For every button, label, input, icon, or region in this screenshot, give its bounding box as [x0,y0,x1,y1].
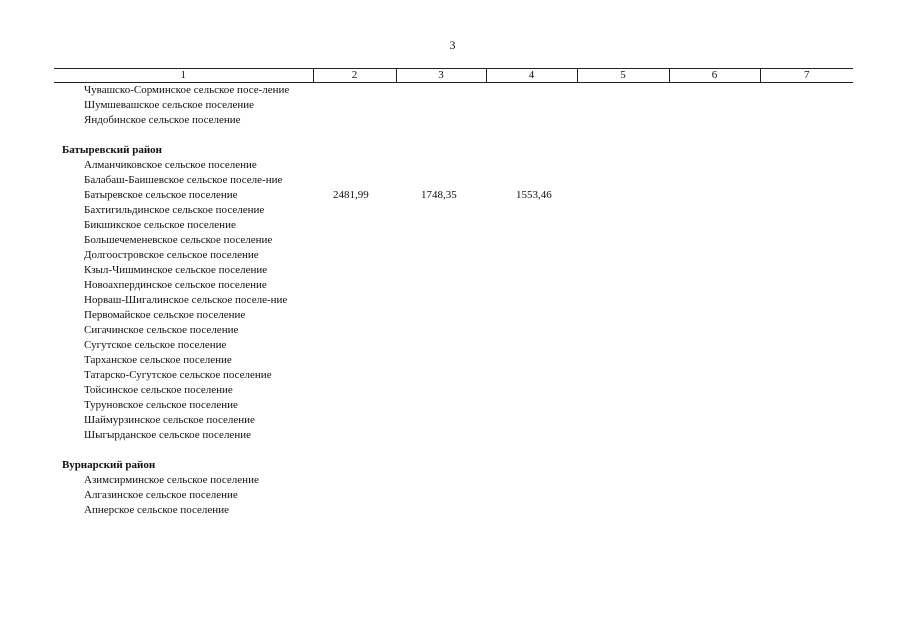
page-number: 3 [449,38,456,52]
value-cell [760,413,853,428]
value-cell [577,503,669,518]
table-row [54,158,853,173]
value-cell [760,398,853,413]
settlement-name [54,383,313,398]
settlement-name [54,218,313,233]
settlement-name [54,83,313,99]
value-cell [313,113,396,128]
value-cell [760,158,853,173]
value-cell [396,83,486,99]
value-cell [577,173,669,188]
settlement-name [54,263,313,278]
value-cell [396,203,486,218]
value-cell [760,113,853,128]
value-cell [577,278,669,293]
column-header: 1 [54,69,313,83]
value-cell [669,233,760,248]
value-cell [760,368,853,383]
spacer-row [54,128,853,143]
cell-text: Сугутское сельское поселение [84,339,227,351]
value-cell [486,338,577,353]
value-cell [577,458,669,473]
value-cell [669,98,760,113]
settlement-name [54,398,313,413]
value-cell [760,263,853,278]
value-cell [669,188,760,203]
value-cell [669,278,760,293]
table-row [54,278,853,293]
table-row [54,218,853,233]
value-cell [396,98,486,113]
value-cell [396,233,486,248]
value-cell [669,398,760,413]
spacer-cell [54,128,853,143]
value-cell [760,458,853,473]
value-cell [760,293,853,308]
value-cell [760,203,853,218]
value-cell [669,263,760,278]
value-cell [577,113,669,128]
value-cell [577,203,669,218]
spacer-cell [54,443,853,458]
table-row [54,248,853,263]
settlement-name [54,308,313,323]
value-cell [396,218,486,233]
settlement-name [54,113,313,128]
value-cell [669,113,760,128]
table-row [54,323,853,338]
value-cell [669,503,760,518]
value-cell [577,353,669,368]
table-row [54,188,853,203]
column-header: 6 [669,69,760,83]
column-header: 5 [577,69,669,83]
value-cell [313,413,396,428]
value-cell [396,353,486,368]
value-cell [313,503,396,518]
value-cell [396,473,486,488]
value-cell [577,218,669,233]
value-cell [396,458,486,473]
cell-text: Бикшикское сельское поселение [84,219,236,231]
table-row [54,98,853,113]
cell-text: Апнерское сельское поселение [84,504,229,516]
value-cell [577,398,669,413]
value-cell [577,368,669,383]
settlement-name [54,353,313,368]
district-row [54,458,853,473]
value-cell [313,353,396,368]
value-cell [313,488,396,503]
table-row [54,488,853,503]
value-cell [577,248,669,263]
value-cell [486,383,577,398]
value-cell [760,503,853,518]
cell-text: Чувашско-Сорминское сельское посе-ление [84,84,290,96]
cell-text: Норваш-Шигалинское сельское поселе-ние [84,294,288,306]
value-cell [577,383,669,398]
table-row [54,293,853,308]
cell-text: Татарско-Сугутское сельское поселение [84,369,272,381]
value-cell [313,293,396,308]
table-row [54,203,853,218]
value-cell [486,233,577,248]
table-row [54,83,853,99]
value-cell [396,113,486,128]
value-cell [396,158,486,173]
value-cell [669,473,760,488]
value-cell [313,158,396,173]
data-table [54,68,853,518]
value-cell [486,83,577,99]
spacer-row [54,443,853,458]
value-cell [486,98,577,113]
value-cell [396,248,486,263]
table-row [54,383,853,398]
value-cell [396,323,486,338]
table-row [54,413,853,428]
value-cell [669,458,760,473]
value-cell [486,143,577,158]
cell-text: Сигачинское сельское поселение [84,324,239,336]
value-cell [760,428,853,443]
cell-text: Новоахпердинское сельское поселение [84,279,267,291]
value-cell [486,458,577,473]
settlement-name [54,413,313,428]
value-cell [760,338,853,353]
value-cell [396,143,486,158]
header-row [54,69,853,83]
value-cell [669,83,760,99]
value-cell [313,233,396,248]
value-cell [669,203,760,218]
value-cell [486,323,577,338]
value-cell [577,488,669,503]
cell-text: Первомайское сельское поселение [84,309,246,321]
value-cell [577,428,669,443]
value-cell [760,323,853,338]
value-cell [396,368,486,383]
value-cell [760,278,853,293]
value-cell [313,338,396,353]
value-cell [577,473,669,488]
table-row [54,398,853,413]
value-cell [313,98,396,113]
value-cell [760,383,853,398]
table-row [54,503,853,518]
cell-text: Алгазинское сельское поселение [84,489,238,501]
value-cell [313,203,396,218]
value-cell [760,83,853,99]
value-cell [577,143,669,158]
value-cell [486,113,577,128]
table-row [54,428,853,443]
cell-text: Вурнарский район [62,459,156,471]
value-cell [760,473,853,488]
settlement-name [54,473,313,488]
value-cell [313,473,396,488]
value-cell [577,233,669,248]
value-cell [486,278,577,293]
value-cell [760,353,853,368]
value-cell [396,383,486,398]
value-cell [760,218,853,233]
value-cell [577,323,669,338]
cell-text: Шыгырданское сельское поселение [84,429,251,441]
value-cell [313,383,396,398]
settlement-name [54,428,313,443]
value-cell [760,98,853,113]
value-cell [396,173,486,188]
value-cell [313,173,396,188]
settlement-name [54,158,313,173]
cell-text: Кзыл-Чишминское сельское поселение [84,264,268,276]
settlement-name [54,248,313,263]
value-cell [669,383,760,398]
value-cell [486,353,577,368]
value-cell [396,488,486,503]
value-cell [669,143,760,158]
cell-text: Яндобинское сельское поселение [84,114,241,126]
value-cell [313,428,396,443]
settlement-name [54,323,313,338]
table-row [54,338,853,353]
cell-text: Алманчиковское сельское поселение [84,159,257,171]
cell-text: Батыревское сельское поселение [84,189,238,201]
value-cell [577,263,669,278]
value-cell [486,398,577,413]
cell-text: Шаймурзинское сельское поселение [84,414,255,426]
cell-text: Тойсинское сельское поселение [84,384,233,396]
value-cell [760,248,853,263]
value-cell [313,308,396,323]
value-cell: 1553,46 [516,189,552,201]
value-cell [313,248,396,263]
value-cell [486,473,577,488]
settlement-name [54,98,313,113]
value-cell [313,263,396,278]
value-cell [669,368,760,383]
district-row [54,143,853,158]
column-header: 4 [486,69,577,83]
value-cell [313,398,396,413]
value-cell [669,218,760,233]
settlement-name [54,488,313,503]
settlement-name [54,338,313,353]
value-cell [577,158,669,173]
value-cell [577,188,669,203]
value-cell [669,338,760,353]
value-cell [486,413,577,428]
value-cell [486,158,577,173]
value-cell [577,293,669,308]
cell-text: Долгоостровское сельское поселение [84,249,259,261]
value-cell [313,83,396,99]
value-cell [486,488,577,503]
value-cell [760,488,853,503]
value-cell [396,293,486,308]
table-row [54,263,853,278]
value-cell [486,428,577,443]
value-cell [396,263,486,278]
settlement-name [54,173,313,188]
value-cell [669,248,760,263]
value-cell [760,308,853,323]
district-name [54,458,313,473]
table-row [54,233,853,248]
value-cell [313,323,396,338]
value-cell [313,143,396,158]
column-header: 2 [313,69,396,83]
value-cell [669,173,760,188]
settlement-name [54,293,313,308]
cell-text: Туруновское сельское поселение [84,399,238,411]
value-cell [396,308,486,323]
settlement-name [54,203,313,218]
value-cell [313,278,396,293]
value-cell [486,368,577,383]
value-cell [669,158,760,173]
value-cell [313,368,396,383]
value-cell [669,488,760,503]
table-row [54,353,853,368]
value-cell [760,188,853,203]
cell-text: Бахтигильдинское сельское поселение [84,204,265,216]
value-cell [486,308,577,323]
value-cell [396,503,486,518]
value-cell [396,338,486,353]
value-cell: 1748,35 [421,189,457,201]
table-row [54,113,853,128]
value-cell [486,248,577,263]
value-cell [313,218,396,233]
column-header: 7 [760,69,853,83]
cell-text: Балабаш-Баишевское сельское поселе-ние [84,174,283,186]
cell-text: Тарханское сельское поселение [84,354,232,366]
value-cell [669,293,760,308]
value-cell [313,458,396,473]
value-cell [486,203,577,218]
column-header: 3 [396,69,486,83]
value-cell [760,233,853,248]
value-cell [486,263,577,278]
value-cell: 2481,99 [333,189,369,201]
settlement-name [54,368,313,383]
value-cell [577,338,669,353]
value-cell [669,413,760,428]
settlement-name [54,188,313,203]
value-cell [760,143,853,158]
value-cell [486,218,577,233]
value-cell [669,323,760,338]
value-cell [486,503,577,518]
value-cell [486,293,577,308]
value-cell [577,83,669,99]
value-cell [396,278,486,293]
value-cell [760,173,853,188]
value-cell [577,98,669,113]
settlement-name [54,233,313,248]
cell-text: Шумшевашское сельское поселение [84,99,255,111]
table-body [54,83,853,519]
settlement-name [54,503,313,518]
cell-text: Большечеменевское сельское поселение [84,234,273,246]
value-cell [669,353,760,368]
district-name [54,143,313,158]
value-cell [396,413,486,428]
value-cell [669,428,760,443]
value-cell [577,413,669,428]
value-cell [396,398,486,413]
value-cell [396,428,486,443]
cell-text: Азимсирминское сельское поселение [84,474,259,486]
value-cell [577,308,669,323]
value-cell [669,308,760,323]
table-row [54,173,853,188]
table-row [54,473,853,488]
settlement-name [54,278,313,293]
table-row [54,308,853,323]
cell-text: Батыревский район [62,144,162,156]
value-cell [486,173,577,188]
table-row [54,368,853,383]
